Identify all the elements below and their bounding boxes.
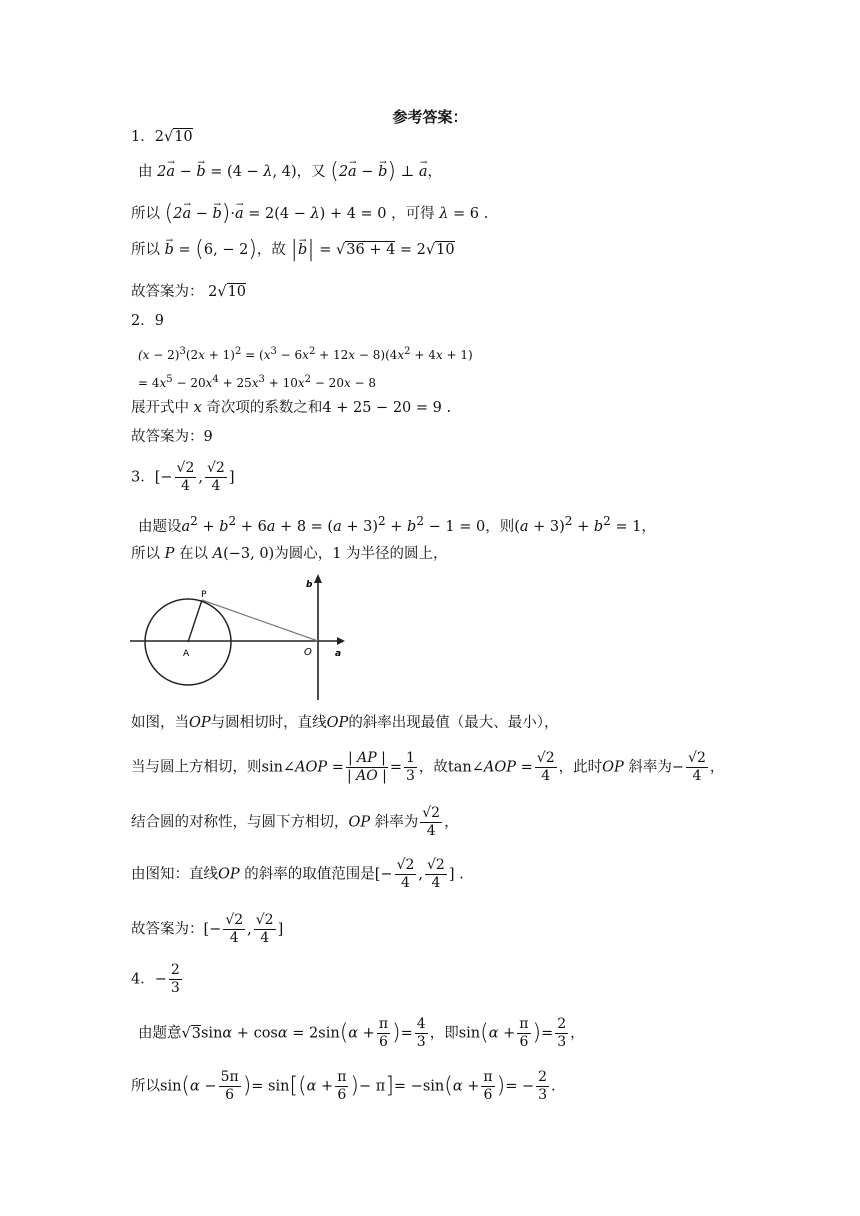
answer-1-line-1: 由 2→ a − → b = (4 − λ, 4)，又 (2→ a − → b) ⊥ → a， xyxy=(138,162,442,182)
text: 斜率为 xyxy=(374,814,419,831)
answer-3-line-3: 如图，当OP与圆相切时，直线OP的斜率出现最值（最大、最小）， xyxy=(131,715,559,731)
answer-3-line-1: 由题设$a^2 + b^2 + 6a + 8 = (a + 3)^2 + b^2 - 1 = 0$，则$(a + 3)^2 + b^2 = 1$， xyxy=(138,514,656,535)
label-a: A xyxy=(183,649,190,659)
text: 故答案为： xyxy=(131,284,204,300)
text: ，故 xyxy=(256,242,286,258)
answer-3-line-5: 结合圆的对称性，与圆下方相切，OP 斜率为 $\frac{√2}{4}$ ， xyxy=(131,805,459,839)
answer-1-header: 1．2√10 xyxy=(131,129,193,145)
text: 展开式中 xyxy=(131,400,189,416)
text: 斜率为 xyxy=(628,759,672,776)
label-axis-b: b xyxy=(306,580,313,590)
text: 由 xyxy=(138,164,153,180)
answer-2-line-1: $(x - 2)^3(2x + 1)^2 = (x^3 - 6x^2 + 12x - 8)(4x^2 + 4x + 1)$ xyxy=(138,346,473,362)
text: 的斜率出现最值（最大、最小）， xyxy=(348,715,559,731)
text: 奇次项的系数之和 xyxy=(206,400,323,416)
radius-ap xyxy=(188,600,202,642)
answer-3-line-4: 当与圆上方相切，则sin∠AOP = $\frac{| AP |}{| AO |}$ = $\frac{1}{3}$ ，故tan∠AOP = $\frac{√2}{4}$ ，此时OP 斜率为− $\frac{√2}{4}$ ， xyxy=(131,750,725,784)
page-title: 参考答案： xyxy=(392,108,468,126)
answer-3-header: 3．[− $\frac{√2}{4}$ , $\frac{√2}{4}$ ] xyxy=(131,460,235,494)
answer-4-line-1: 由题意√3sinα + cosα = 2sin(α + $\frac{\pi}{6}$ )= $\frac{4}{3}$ ，即sin(α + $\frac{\pi}{6}$ )= $\frac{2}{3}$ ， xyxy=(138,1016,585,1050)
answer-2-line-4: 故答案为：9 xyxy=(131,429,213,445)
label-p: P xyxy=(201,590,207,600)
text: ，此时 xyxy=(558,759,603,776)
answer-3-line-2: 所以 P 在以 A(−3, 0)为圆心，1 为半径的圆上， xyxy=(131,546,448,562)
text: ，即 xyxy=(429,1025,459,1042)
label-axis-a: a xyxy=(335,649,342,659)
text: 所以 xyxy=(131,1078,160,1095)
answer-1-line-2: 所以 (2→ a − → b)·→ a = 2(4 − λ) + 4 = 0 ，可得 λ = 6 . xyxy=(131,204,488,224)
text: ，故 xyxy=(418,759,448,776)
text: 在以 xyxy=(178,546,208,562)
answer-1-line-3: 所以 → b = (6, − 2)，故 |→ b| = √36 + 4 = 2√10 xyxy=(131,240,455,260)
text: 由题设 xyxy=(138,518,182,535)
text: 所以 xyxy=(131,206,160,222)
a-axis-arrow xyxy=(337,637,345,645)
answer-2-header: 2．9 xyxy=(131,313,164,329)
label-o: O xyxy=(304,647,312,658)
text: 的斜率的取值范围是 xyxy=(244,866,375,883)
text: 与圆相切时，直线 xyxy=(210,715,327,731)
answer-3-line-6: 由图知：直线OP 的斜率的取值范围是[− $\frac{√2}{4}$ , $\frac{√2}{4}$ ] . xyxy=(131,857,464,891)
circle-tangent-figure xyxy=(128,570,358,705)
text: ，又 xyxy=(296,164,326,180)
text: 故答案为： xyxy=(131,921,204,938)
answer-number: 1． xyxy=(131,129,155,145)
text: 所以 xyxy=(131,546,160,562)
text: 如图，当 xyxy=(131,715,189,731)
text: ，可得 xyxy=(391,206,435,222)
answer-4-header: 4．− $\frac{2}{3}$ xyxy=(131,962,180,996)
answer-number: 3． xyxy=(131,469,155,486)
text: 由图知：直线 xyxy=(131,866,218,883)
text: 结合圆的对称性，与圆下方相切， xyxy=(131,814,349,831)
text: 由题意 xyxy=(138,1025,182,1042)
text: 所以 xyxy=(131,242,160,258)
text: 为圆心，1 为半径的圆上， xyxy=(274,546,448,562)
text: 当与圆上方相切，则 xyxy=(131,759,262,776)
answer-3-line-7: 故答案为：[− $\frac{√2}{4}$ , $\frac{√2}{4}$ ] xyxy=(131,912,284,946)
answer-2-line-3: 展开式中 x 奇次项的系数之和4 + 25 − 20 = 9 . xyxy=(131,400,452,416)
answer-4-line-2: 所以sin(α − $\frac{5\pi}{6}$ )= sin[(α + $\frac{\pi}{6}$ )− π]= −sin(α + $\frac{\pi}{6}$ )= − $\frac{2}{3}$ . xyxy=(131,1069,556,1103)
answer-number: 4． xyxy=(131,971,155,988)
answer-1-line-4: 故答案为： 2√10 xyxy=(131,284,247,300)
answer-2-line-2: = $4x^5 - 20x^4 + 25x^3 + 10x^2 - 20x - 8$ xyxy=(138,374,377,390)
tangent-op xyxy=(202,600,318,641)
text: ，则 xyxy=(485,518,515,535)
b-axis-arrow xyxy=(314,574,322,583)
